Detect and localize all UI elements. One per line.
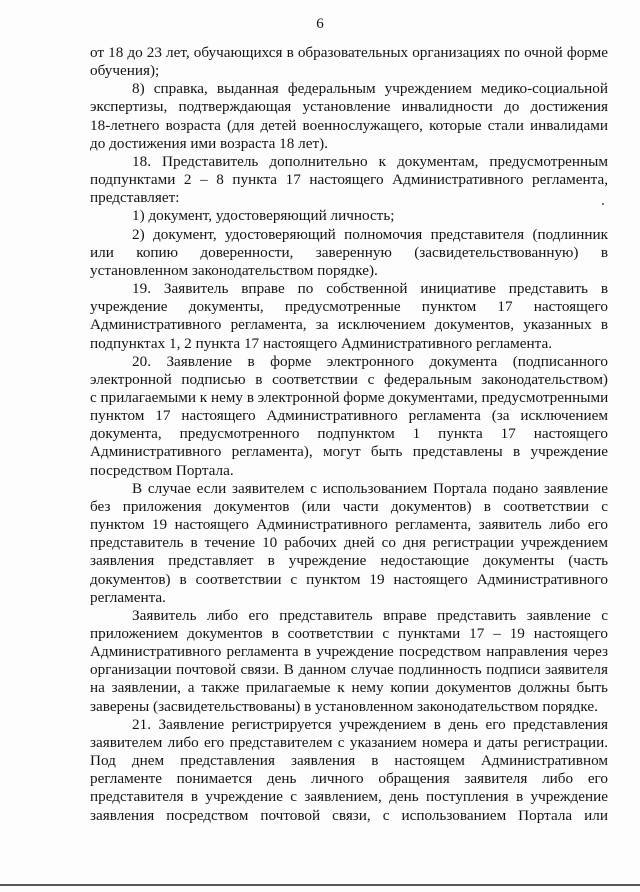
text-line: 18-летнего возраста (для детей военнослужащего, которые стали инвалидами (90, 116, 608, 134)
paragraph-p20-b (90, 607, 608, 716)
text-line: 2) документ, удостоверяющий полномочия представителя (подлинник (132, 225, 608, 243)
text-line: подпунктами 2 – 8 пункта 17 настоящего Административного регламента, (90, 171, 608, 189)
text-line: пунктом 19 настоящего Административного регламента, заявитель либо его (90, 516, 608, 534)
text-line: 20. Заявление в форме электронного документа (подписанного (132, 352, 608, 370)
text-line: Административного регламента), могут быть представлены в учреждение (90, 443, 608, 461)
text-line: Административного регламента, за исключением документов, указанных в (90, 316, 608, 334)
text-line: без приложения документов (или части документов) в соответствии с (90, 497, 608, 515)
scan-edge-line (0, 884, 640, 886)
paragraph-p19 (90, 280, 608, 353)
paragraph-p20-a (90, 480, 608, 607)
text-line: Заявитель либо его представитель вправе представить заявление с (132, 606, 608, 624)
text-line: от 18 до 23 лет, обучающихся в образовательных организациях по очной форме (90, 44, 608, 61)
text-line: В случае если заявителем с использованием Портала подано заявление (132, 479, 608, 497)
text-line: Административного регламента в учреждение посредством направления через (90, 643, 608, 661)
paragraph-p18 (90, 153, 608, 207)
text-line: с прилагаемыми к нему в электронной форме документами, предусмотренными (90, 388, 609, 406)
paragraph-p18-1 (90, 207, 608, 225)
text-line: на заявлении, а также прилагаемые к нему копии документов должны быть (90, 679, 608, 697)
text-line: 1) документ, удостоверяющий личность; (132, 207, 395, 225)
text-line: 18. Представитель дополнительно к документам, предусмотренным (132, 152, 608, 170)
document-body (90, 44, 608, 825)
text-line: электронной подписью в соответствии с федеральным законодательством) (90, 370, 608, 388)
text-line: подпунктах 1, 2 пункта 17 настоящего Административного регламента. (90, 334, 553, 352)
text-line: экспертизы, подтверждающая установление инвалидности до достижения (90, 98, 608, 116)
text-line: 21. Заявление регистрируется учреждением в день его представления (132, 715, 608, 733)
text-line: заявления посредством почтовой связи, с использованием Портала или (90, 806, 608, 824)
text-line: заявления представляет в учреждение недостающие документы (часть (90, 552, 608, 570)
text-line: пунктом 17 настоящего Административного регламента (за исключением (90, 407, 608, 425)
text-line: представителя в учреждение с заявлением, день поступления в учреждение (90, 788, 608, 806)
text-line: 19. Заявитель вправе по собственной инициативе представить в (132, 280, 608, 298)
text-line: Под днем представления заявления в настоящем Административном (90, 752, 608, 770)
text-line: учреждение документы, предусмотренные пунктом 17 настоящего (90, 298, 608, 316)
text-line: приложением документов в соответствии с пунктами 17 – 19 настоящего (90, 625, 608, 642)
text-line: заверены (засвидетельствованы) в установленном законодательством порядке. (90, 697, 598, 715)
paragraph-p21 (90, 716, 608, 825)
paragraph-item-8 (90, 80, 608, 153)
text-line: документа, предусмотренного подпунктом 1 пункта 17 настоящего (90, 425, 608, 443)
paragraph-p18-2 (90, 226, 608, 280)
text-line: представляет: (90, 189, 180, 207)
paragraph-cont-7 (90, 44, 608, 80)
text-line: установленном законодательством порядке). (90, 261, 378, 279)
paragraph-p20 (90, 353, 608, 480)
text-line: заявителем либо его представителем с указанием номера и даты регистрации. (90, 733, 608, 751)
text-line: организации почтовой связи. В данном случае подлинность подписи заявителя (90, 661, 608, 679)
page-number: 6 (316, 16, 324, 32)
text-line: до достижения ими возраста 18 лет). (90, 134, 328, 152)
text-line: представитель в течение 10 рабочих дней со дня регистрации учреждением (90, 534, 608, 552)
scan-speck (602, 203, 604, 205)
text-line: регламента. (90, 588, 166, 606)
text-line: регламенте понимается день личного обращения заявителя либо его (90, 770, 608, 788)
text-line: обучения); (90, 62, 160, 80)
text-line: 8) справка, выданная федеральным учреждением медико-социальной (132, 80, 608, 98)
text-line: или копию доверенности, заверенную (засвидетельствованную) в (90, 243, 608, 261)
text-line: документов) в соответствии с пунктом 19 настоящего Административного (90, 570, 608, 588)
text-line: посредством Портала. (90, 461, 234, 479)
